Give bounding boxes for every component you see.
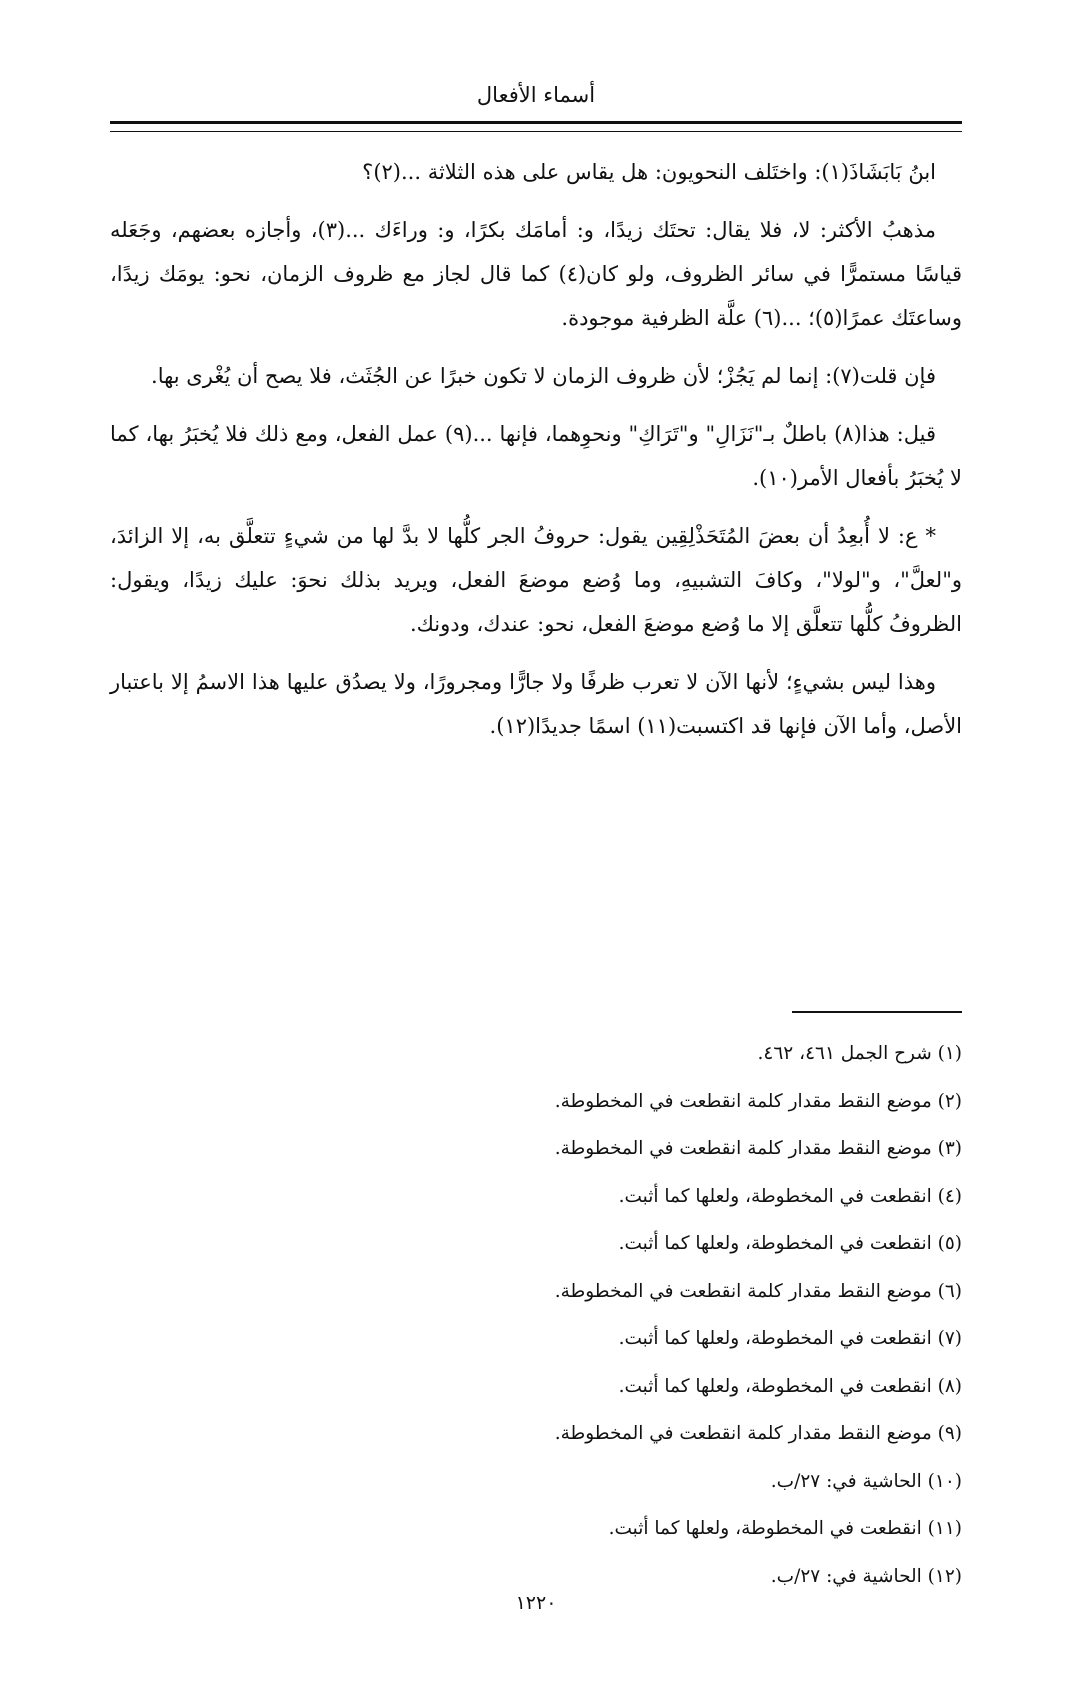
footnote: (٥) انقطعت في المخطوطة، ولعلها كما أثبت. bbox=[618, 1233, 962, 1254]
page-number: ١٢٢٠ bbox=[515, 1592, 557, 1614]
paragraph: وهذا ليس بشيءٍ؛ لأنها الآن لا تعرب ظرفًا ولا جارًّا ومجرورًا، ولا يصدُق عليها هذا الاسمُ إلا باعتبار الأصل، وأما الآن فإنها قد اكتسبت(١١) اسمًا جديدًا(١٢). bbox=[110, 670, 962, 738]
paragraph: قيل: هذا(٨) باطلٌ بـ"نَزَالِ" و"تَرَاكِ" ونحوِهما، فإنها ...(٩) عمل الفعل، ومع ذلك فلا يُخبَرُ بها، كما لا يُخبَرُ بأفعال الأمر(١٠). bbox=[110, 422, 962, 490]
paragraph: فإن قلت(٧): إنما لم يَجُزْ؛ لأن ظروف الزمان لا تكون خبرًا عن الجُثَث، فلا يصح أن يُغْرى بها. bbox=[151, 364, 936, 388]
footnote: (٨) انقطعت في المخطوطة، ولعلها كما أثبت. bbox=[618, 1375, 962, 1397]
paragraph: مذهبُ الأكثر: لا، فلا يقال: تحتَك زيدًا، و: أمامَك بكرًا، و: وراءَك ...(٣)، وأجازه بعضهم، وجَعَله قياسًا مستمرًّا في سائر الظروف، ولو كان(٤) كما قال لجاز مع ظروف الزمان، نحو: يومَك زيدًا، وساعتَك عمرًا(٥)؛ ...(٦) علَّة الظرفية موجودة. bbox=[110, 218, 962, 330]
footnote: (٧) انقطعت في المخطوطة، ولعلها كما أثبت. bbox=[618, 1328, 962, 1349]
header-rule-thick bbox=[110, 121, 962, 124]
paragraph: ابنُ بَابَشَاذَ(١): واختَلف النحويون: هل يقاس على هذه الثلاثة ...(٢)؟ bbox=[362, 160, 936, 184]
footnote: (٤) انقطعت في المخطوطة، ولعلها كما أثبت. bbox=[618, 1185, 962, 1207]
footnote: (١٢) الحاشية في: ٢٧/ب. bbox=[770, 1565, 962, 1587]
footnote-separator bbox=[792, 1011, 962, 1013]
running-header: أسماء الأفعال bbox=[476, 83, 596, 107]
footnote: (١٠) الحاشية في: ٢٧/ب. bbox=[770, 1470, 962, 1492]
footnote: (٩) موضع النقط مقدار كلمة انقطعت في المخطوطة. bbox=[554, 1423, 962, 1444]
footnote: (١١) انقطعت في المخطوطة، ولعلها كما أثبت. bbox=[608, 1518, 962, 1539]
header-rule-thin bbox=[110, 131, 962, 132]
footnote: (٢) موضع النقط مقدار كلمة انقطعت في المخطوطة. bbox=[554, 1090, 962, 1112]
footnote: (٣) موضع النقط مقدار كلمة انقطعت في المخطوطة. bbox=[554, 1138, 962, 1159]
main-text bbox=[110, 150, 962, 762]
paragraph: * ع: لا أُبعِدُ أن بعضَ المُتَحَذْلِقِين يقول: حروفُ الجر كلُّها لا بدَّ لها من شيءٍ تتعلَّق به، إلا الزائدَ، و"لعلَّ"، و"لولا"، وكافَ التشبيهِ، وما وُضع موضعَ الفعل، ويريد بذلك نحوَ: عليك زيدًا، ويقول: الظروفُ كلُّها تتعلَّق إلا ما وُضع موضعَ الفعل، نحو: عندك، ودونك. bbox=[110, 524, 962, 636]
footnote-list bbox=[110, 1030, 962, 1600]
footnote: (٦) موضع النقط مقدار كلمة انقطعت في المخطوطة. bbox=[554, 1280, 962, 1302]
footnote: (١) شرح الجمل ٤٦١، ٤٦٢. bbox=[757, 1043, 962, 1064]
